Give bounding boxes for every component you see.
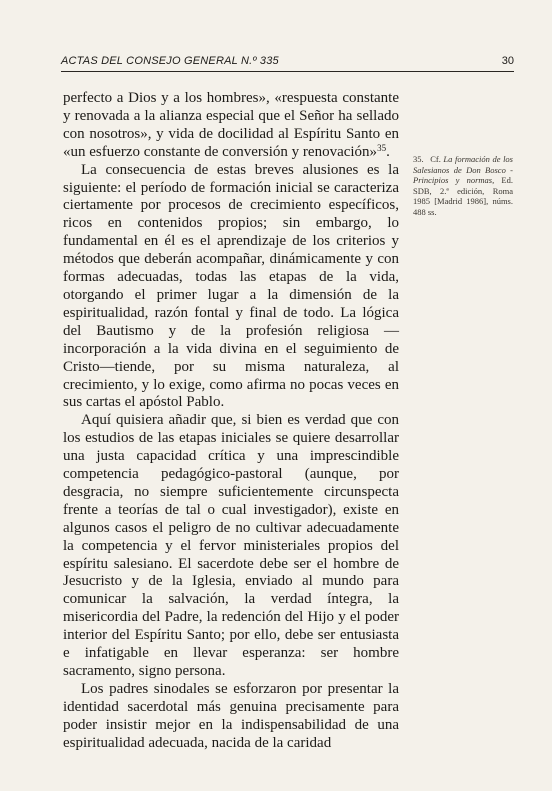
paragraph-text: perfecto a Dios y a los hombres», «respuesta constante y renovada a la alianza especial que el Señor ha sellado con nosotros», y vida de docilidad al Espíritu Santo en «un esfuerzo constante de conversión y renovación» (63, 90, 399, 160)
paragraph-continuation (63, 90, 399, 162)
footnote-title: La formación de los Salesianos de Don Bosco - Principios y normas, (413, 154, 513, 186)
paragraph: La consecuencia de estas breves alusiones es la siguiente: el período de formación inicial se caracteriza ciertamente por procesos de crecimiento específicos, ricos en contenidos propios; sin embargo, lo fundamental en él es el aprendizaje de los criterios y métodos que deberán acompañar, dinámicamente y con formas adecuadas, todas las etapas de la vida, otorgando el primer lugar a la dimensión de la espiritualidad, razón fontal y final de todo. La lógica del Bautismo y de la profesión religiosa —incorporación a la vida divina en el seguimiento de Cristo—tiende, por su misma naturaleza, al crecimiento, y lo exige, como afirma no pocas veces en sus cartas el apóstol Pablo. (63, 161, 399, 411)
main-text (63, 90, 399, 753)
footnote-number: 35. (413, 154, 424, 164)
paragraph: Los padres sinodales se esforzaron por presentar la identidad sacerdotal más genuina precisamente para poder insistir mejor en la indispensabilidad de una espiritualidad adecuada, nacida de la caridad (63, 680, 399, 751)
footnote-prefix: Cf. (430, 154, 441, 164)
footnote-details: Ed. SDB, 2.ª edición, Roma 1985 [Madrid 1986], núms. 488 ss. (413, 175, 513, 217)
paragraph: Aquí quisiera añadir que, si bien es verdad que con los estudios de las etapas iniciales se quiere desarrollar una justa capacidad crítica y una imprescindible competencia pedagógico-pastoral (aunque, por desgracia, no siempre suficientemente circunspecta frente a teorías de tal o cual investigador), existe en algunos casos el peligro de no cultivar adecuadamente la competencia y el fervor ministeriales propios del espíritu salesiano. El sacerdote debe ser el hombre de Jesucristo y de la Iglesia, enviado al mundo para comunicar la salvación, la verdad íntegra, la misericordia del Padre, la redención del Hijo y el poder interior del Espíritu Santo; por ello, debe ser entusiasta e infatigable en llevar esperanza: ser hombre sacramento, signo persona. (63, 412, 399, 679)
footnote (413, 154, 513, 218)
page-number: 30 (501, 55, 514, 67)
running-header (61, 53, 514, 72)
running-title: ACTAS DEL CONSEJO GENERAL N.º 335 (61, 55, 279, 67)
sentence-end: . (386, 143, 390, 160)
footnote-reference: 35 (377, 142, 387, 153)
